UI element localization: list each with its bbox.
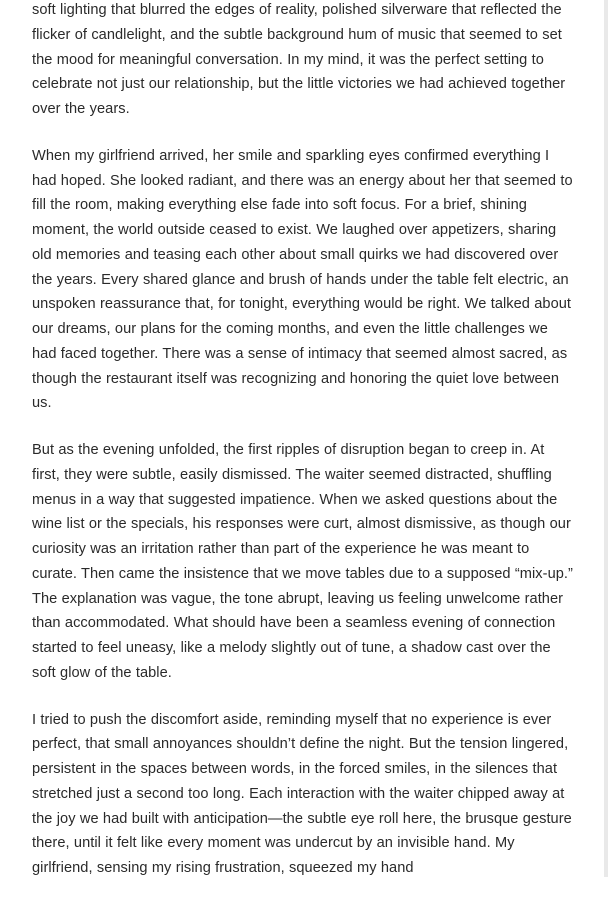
paragraph-1: soft lighting that blurred the edges of reality, polished silverware that reflected the flicker of candlelight, and the subtle background hum of music that seemed to set the mood for meaningful conversation. In my mind, it was the perfect setting to celebrate not just our relationship, but the little victories we had achieved together over the years. [32, 2, 566, 117]
paragraph-3: But as the evening unfolded, the first ripples of disruption began to creep in. At first, they were subtle, easily dismissed. The waiter seemed distracted, shuffling menus in a way that suggested impatience. When we asked questions about the wine list or the specials, his responses were curt, almost dismissive, as though our curiosity was an irritation rather than part of the experience he was meant to curate. Then came the insistence that we move tables due to a supposed “mix-up.” The explanation was vague, the tone abrupt, leaving us feeling unwelcome rather than accommodated. What should have been a seamless evening of connection started to feel uneasy, like a melody slightly out of tune, a shadow cast over the soft glow of the table. [32, 442, 573, 681]
paragraph-2: When my girlfriend arrived, her smile and sparkling eyes confirmed everything I had hoped. She looked radiant, and there was an energy about her that seemed to fill the room, making everything else fade into soft focus. For a brief, shining moment, the world outside ceased to exist. We laughed over appetizers, sharing old memories and teasing each other about small quirks we had discovered over the years. Every shared glance and brush of hands under the table felt electric, an unspoken reassurance that, for tonight, everything would be right. We talked about our dreams, our plans for the coming months, and even the little challenges we had faced together. There was a sense of intimacy that seemed almost sacred, as though the restaurant itself was recognizing and honoring the quiet love between us. [32, 147, 573, 412]
article-body [32, 0, 574, 903]
paragraph-4: I tried to push the discomfort aside, reminding myself that no experience is ever perfect, that small annoyances shouldn’t define the night. But the tension lingered, persistent in the spaces between words, in the forced smiles, in the silences that stretched just a second too long. Each interaction with the waiter chipped away at the joy we had built with anticipation—the subtle eye roll here, the brusque gesture there, until it felt like every moment was undercut by an invisible hand. My girlfriend, sensing my rising frustration, squeezed my hand [32, 711, 572, 876]
scrollbar-track[interactable] [604, 0, 608, 877]
